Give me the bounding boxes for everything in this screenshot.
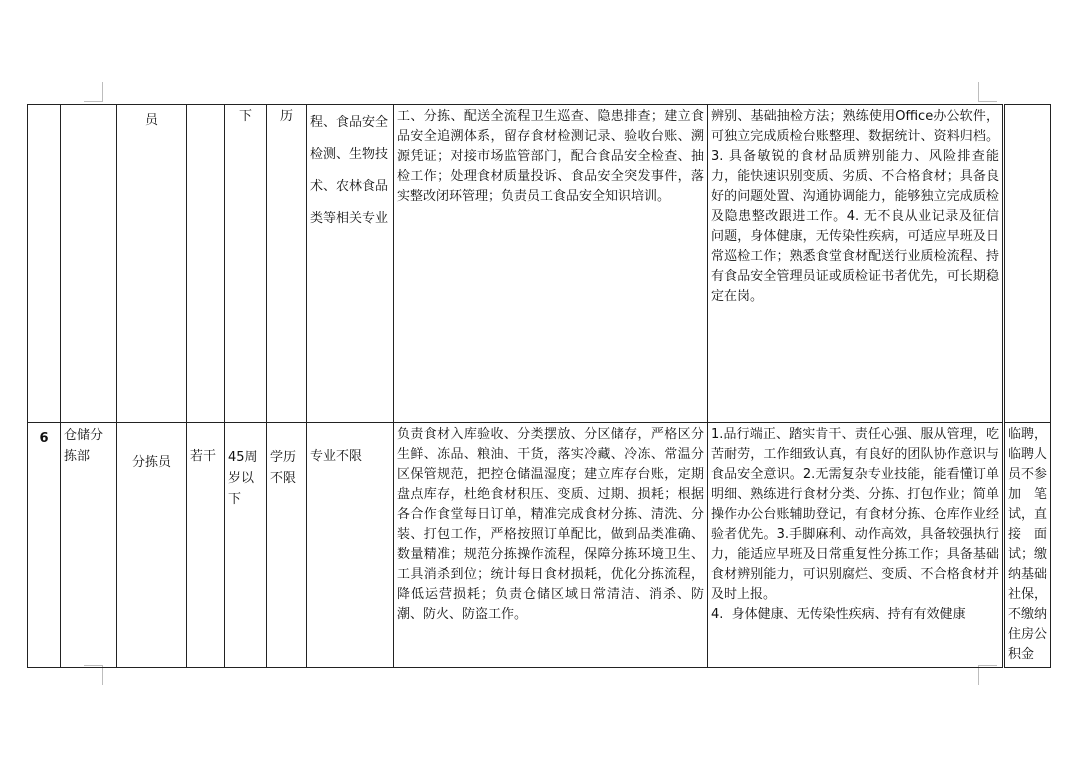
crop-mark-bottom-left-vertical [102,665,103,685]
duties-cell: 工、分拣、配送全流程卫生巡查、隐患排查；建立食品安全追溯体系，留存食材检测记录、验收台账、溯源凭证；对接市场监管部门，配合食品安全检查、抽检工作；处理食材质量投诉、食品安全突发事件，落实整改闭环管理；负责员工食品安全知识培训。 [394,105,708,423]
duties-cell: 负责食材入库验收、分类摆放、分区储存，严格区分生鲜、冻品、粮油、干货，落实冷藏、冷冻、常温分区保管规范，把控仓储温湿度；建立库存台账，定期盘点库存，杜绝食材积压、变质、过期、损耗；根据各合作食堂每日订单，精准完成食材分拣、清洗、分装、打包工作，严格按照订单配比，做到品类准确、数量精准；规范分拣操作流程，保障分拣环境卫生、工具消杀到位；统计每日食材损耗，优化分拣流程，降低运营损耗；负责仓储区域日常清洁、消杀、防潮、防火、防盗工作。 [394,423,708,668]
major-cell: 专业不限 [307,423,394,668]
remarks-cell [1004,105,1051,423]
position-cell: 员 [117,105,187,423]
requirements-cell: 辨别、基础抽检方法；熟练使用Office办公软件，可独立完成质检台账整理、数据统计、资料归档。3. 具备敏锐的食材品质辨别能力、风险排查能力，能快速识别变质、劣质、不合格食材；具备良好的问题处置、沟通协调能力，能够独立完成质检及隐患整改跟进工作。4. 无不良从业记录及征信问题，身体健康，无传染性疾病，可适应早班及日常巡检工作；熟悉食堂食材配送行业质检流程、持有食品安全管理员证或质检证书者优先，可长期稳定在岗。 [708,105,1004,423]
major-cell: 程、食品安全检测、生物技术、农林食品类等相关专业 [307,105,394,423]
crop-mark-top-left-vertical [102,82,103,102]
crop-mark-bottom-right-vertical [978,665,979,685]
remarks-cell: 临聘，临聘人员不参加笔试，直接面试；缴纳基础社保，不缴纳住房公积金 [1004,423,1051,668]
department-cell [61,105,117,423]
crop-mark-top-right-vertical [978,82,979,102]
recruitment-table [27,104,1051,668]
age-cell: 45周岁以下 [225,423,267,668]
count-cell: 若干 [187,423,225,668]
table-row [28,423,1051,668]
crop-mark-top-right-horizontal [978,101,997,102]
department-cell: 仓储分拣部 [61,423,117,668]
crop-mark-top-left-horizontal [84,101,103,102]
count-cell [187,105,225,423]
education-cell: 历 [267,105,307,423]
age-cell: 下 [225,105,267,423]
row-number-cell [28,105,61,423]
position-cell: 分拣员 [117,423,187,668]
row-number-cell: 6 [28,423,61,668]
requirements-cell: 1.品行端正、踏实肯干、责任心强、服从管理，吃苦耐劳，工作细致认真，有良好的团队协作意识与食品安全意识。2.无需复杂专业技能，能看懂订单明细、熟练进行食材分类、分拣、打包作业；简单操作办公台账辅助登记，有食材分拣、仓库作业经验者优先。3.手脚麻利、动作高效，具备较强执行力，能适应早班及日常重复性分拣工作；具备基础食材辨别能力，可识别腐烂、变质、不合格食材并及时上报。 4. 身体健康、无传染性疾病、持有有效健康 [708,423,1004,668]
education-cell: 学历不限 [267,423,307,668]
table-row [28,105,1051,423]
